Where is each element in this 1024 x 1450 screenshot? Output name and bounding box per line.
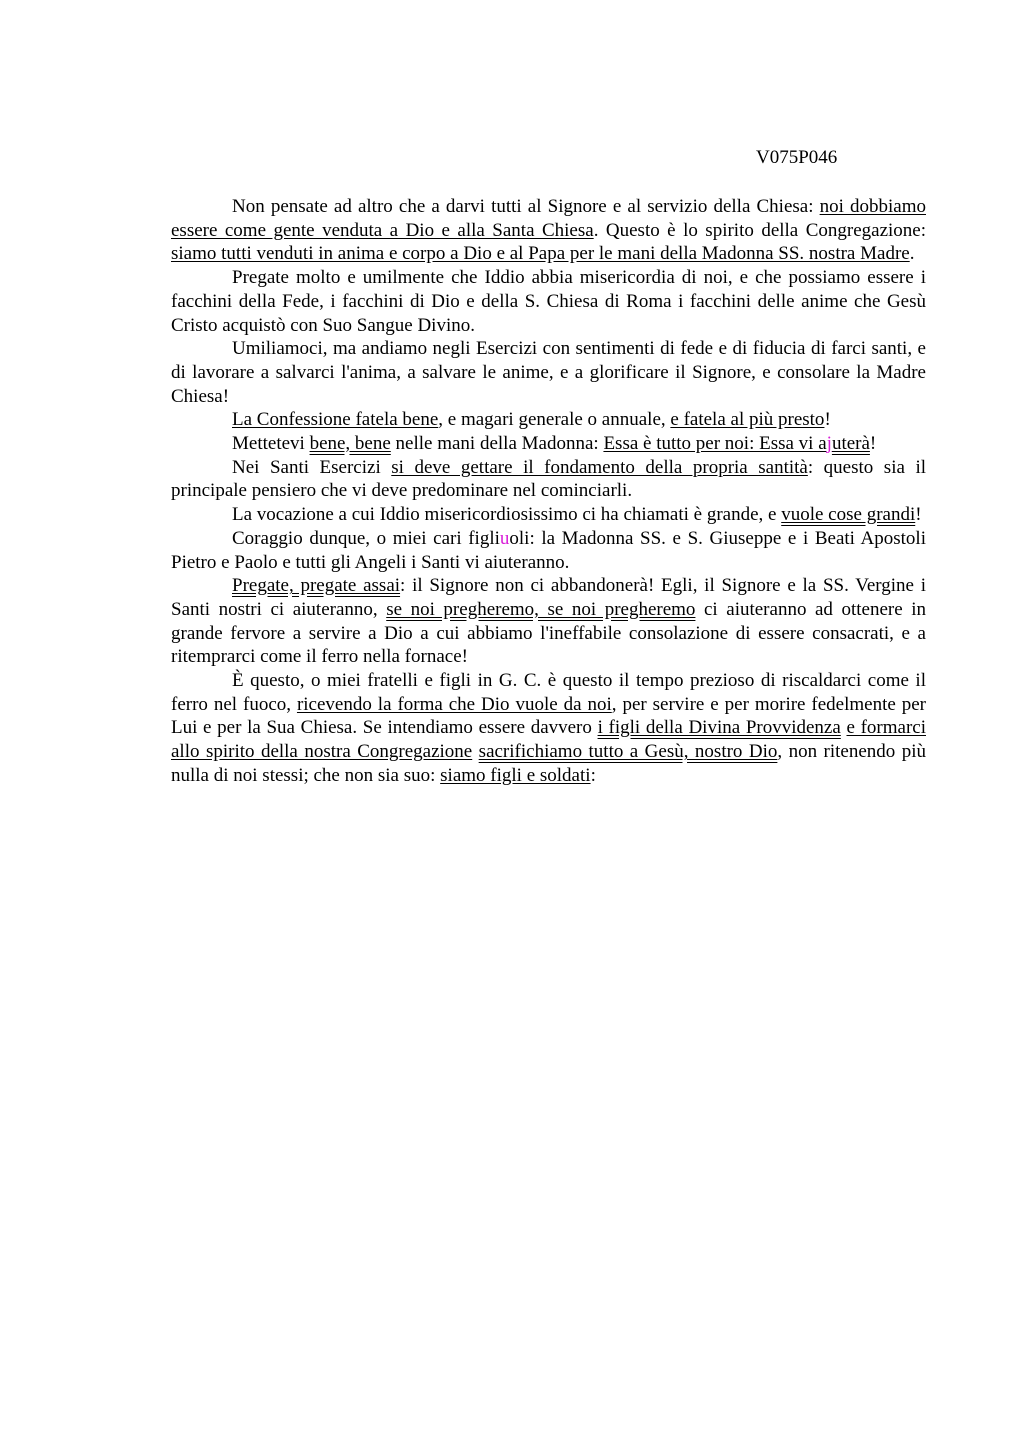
double-underlined-text: sacrifichiamo tutto a Gesù, nostro Dio	[478, 741, 778, 763]
underlined-text: e fatela al più presto	[670, 409, 825, 431]
text-run: , non ritenendo più nulla di noi stessi; che non sia suo:	[171, 741, 927, 786]
underlined-text: ricevendo la forma che Dio vuole da noi	[296, 693, 612, 715]
double-underlined-text: vuole cose grandi	[781, 504, 916, 526]
text-run: :	[590, 764, 596, 786]
text-run: . Questo è lo spirito della Congregazione:	[593, 219, 926, 241]
highlighted-text: j	[826, 433, 832, 455]
text-run: Coraggio dunque, o miei cari figli	[232, 527, 500, 549]
page-id: V075P046	[756, 147, 838, 168]
paragraph	[171, 195, 926, 266]
paragraph	[171, 408, 926, 432]
double-underlined-text: Pregate, pregate assai	[232, 575, 401, 597]
paragraph	[171, 503, 926, 527]
paragraph	[171, 337, 926, 408]
text-run: : questo sia il principale pensiero che vi deve predominare nel cominciarli.	[171, 456, 926, 502]
double-underlined-text: bene, bene	[309, 433, 391, 455]
text-run: Pregate molto e umilmente che Iddio abbia misericordia di noi, e che possiamo essere i facchini della Fede, i facchini di Dio e della S. Chiesa di Roma i facchini delle anime che Gesù Cristo acquistò con Suo Sangue Divino.	[171, 267, 926, 336]
document-body	[171, 195, 926, 788]
paragraph	[171, 456, 926, 503]
text-run: !	[915, 504, 922, 526]
underlined-text: siamo figli e soldati	[440, 764, 591, 786]
text-run: !	[824, 409, 831, 431]
double-underlined-text: se noi pregheremo, se noi pregheremo	[386, 598, 696, 620]
underlined-text: noi dobbiamo essere come gente venduta a Dio e alla Santa Chiesa	[171, 196, 926, 241]
underlined-text: si deve gettare il fondamento della propria santità	[391, 456, 808, 478]
text-run: , per servire e per morire fedelmente per Lui e per la Sua Chiesa. Se intendiamo essere davvero	[171, 693, 927, 739]
text-run: oli: la Madonna SS. e S. Giuseppe e i Beati Apostoli Pietro e Paolo e tutti gli Angeli i Santi vi aiuteranno.	[171, 527, 926, 573]
text-run: Umiliamoci, ma andiamo negli Esercizi con sentimenti di fede e di fiducia di farci santi, e di lavorare a salvarci l'anima, a salvare le anime, e a glorificare il Signore, e consolare la Madre Chiesa!	[171, 338, 926, 407]
text-run: , e magari generale o annuale,	[438, 409, 671, 431]
double-underlined-text: uterà	[831, 433, 870, 455]
text-run: nelle mani della Madonna:	[390, 433, 604, 455]
paragraph	[171, 432, 926, 456]
text-run: ci aiuteranno ad ottenere in grande fervore a servire a Dio a cui abbiamo l'ineffabile consolazione di essere consacrati, e a ritemprarci come il ferro nella fornace!	[171, 598, 927, 668]
paragraph	[171, 669, 926, 788]
text-run: .	[909, 243, 915, 265]
paragraph	[171, 527, 926, 574]
text-run: La vocazione a cui Iddio misericordiosissimo ci ha chiamati è grande, e	[232, 504, 782, 526]
text-run: Non pensate ad altro che a darvi tutti al Signore e al servizio della Chiesa:	[232, 196, 820, 217]
double-underlined-text: i figli della Divina Provvidenza	[597, 717, 841, 739]
text-run: !	[869, 433, 877, 455]
text-run: Mettetevi	[232, 433, 310, 455]
highlighted-text: u	[499, 527, 510, 549]
paragraph	[171, 574, 926, 669]
paragraph	[171, 266, 926, 337]
underlined-text: e formarci allo spirito della nostra Congregazione	[171, 717, 926, 763]
text-run: Nei Santi Esercizi	[232, 456, 392, 478]
text-run: È questo, o miei fratelli e figli in G. C. è questo il tempo prezioso di riscaldarci come il ferro nel fuoco,	[171, 670, 926, 715]
underlined-text: Essa è tutto per noi: Essa vi a	[603, 433, 827, 455]
underlined-text: La Confessione fatela bene	[232, 409, 439, 431]
underlined-text: siamo tutti venduti in anima e corpo a Dio e al Papa per le mani della Madonna SS. nostra Madre	[171, 243, 910, 265]
text-run: : il Signore non ci abbandonerà! Egli, il Signore e la SS. Vergine i Santi nostri ci aiuteranno,	[171, 575, 927, 620]
